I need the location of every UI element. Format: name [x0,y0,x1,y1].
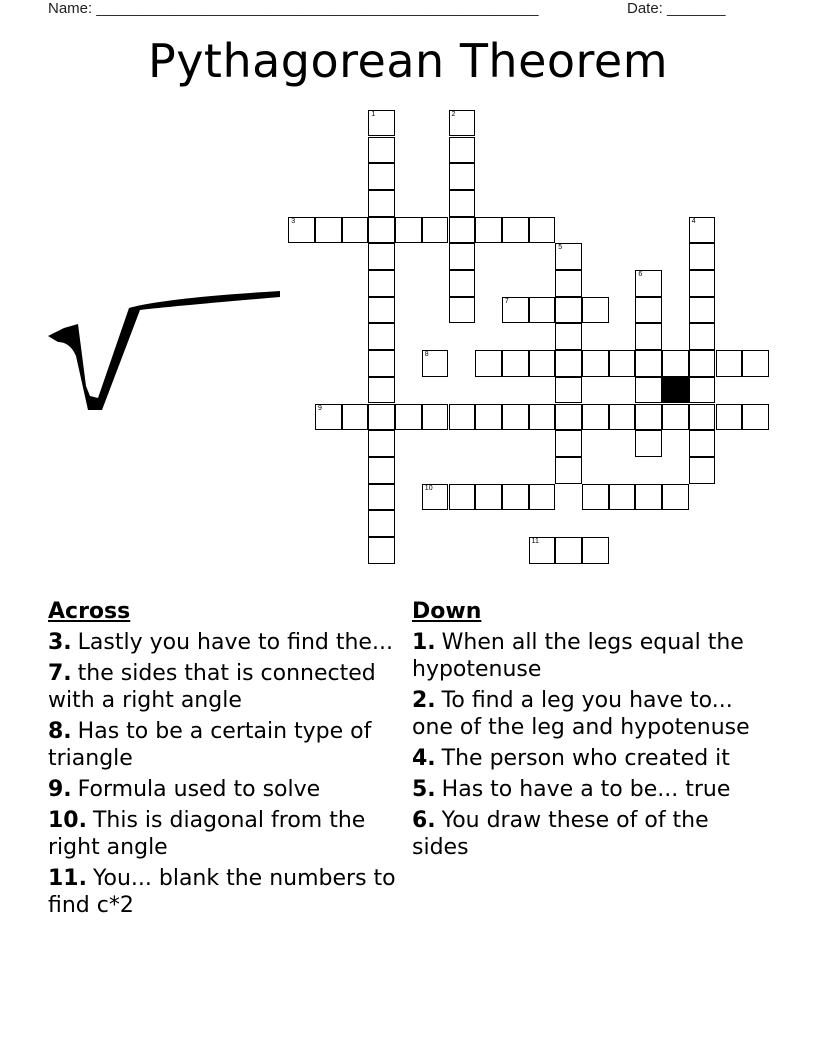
across-clues [48,598,403,923]
crossword-cell[interactable] [502,484,529,511]
crossword-cell[interactable] [502,404,529,431]
crossword-cell[interactable] [368,404,395,431]
clue-number-label: 11 [531,538,539,545]
crossword-cell[interactable] [368,457,395,484]
clue-number: 2. [412,688,436,713]
crossword-cell[interactable] [609,350,636,377]
crossword-cell[interactable] [422,484,449,511]
crossword-cell[interactable] [635,270,662,297]
clue-text: The person who created it [441,746,730,771]
clue-number-label: 9 [318,404,322,412]
crossword-cell[interactable] [635,323,662,350]
crossword-cell[interactable] [555,323,582,350]
crossword-cell[interactable] [395,404,422,431]
crossword-cell[interactable] [368,323,395,350]
crossword-cell[interactable] [716,404,743,431]
crossword-cell[interactable] [475,484,502,511]
across-clue [48,660,403,714]
clue-text: Formula used to solve [77,777,321,802]
crossword-cell[interactable] [422,217,449,244]
crossword-cell[interactable] [662,404,689,431]
clue-number: 3. [48,630,72,655]
crossword-cell[interactable] [662,484,689,511]
crossword-cell[interactable] [449,163,476,190]
crossword-cell[interactable] [449,217,476,244]
clue-number: 10. [48,808,87,833]
clue-number: 11. [48,866,87,891]
crossword-cell[interactable] [368,510,395,537]
crossword-cell[interactable] [689,323,716,350]
crossword-cell[interactable] [449,243,476,270]
crossword-cell[interactable] [716,350,743,377]
crossword-cell[interactable] [689,297,716,324]
date-line: Date: _______ [627,0,726,17]
crossword-cell[interactable] [689,377,716,404]
crossword-cell[interactable] [449,137,476,164]
clue-number-label: 8 [424,351,429,359]
crossword-cell[interactable] [529,537,556,564]
crossword-cell[interactable] [368,537,395,564]
crossword-cell[interactable] [555,243,582,270]
down-clue [412,745,772,772]
across-clue [48,776,403,803]
crossword-cell[interactable] [475,350,502,377]
crossword-cell[interactable] [368,217,395,244]
crossword-cell[interactable] [368,350,395,377]
clue-number: 6. [412,808,436,833]
crossword-cell[interactable] [368,137,395,164]
clue-text: When all the legs equal the hypotenuse [412,630,744,682]
crossword-cell[interactable] [449,404,476,431]
clue-text: To find a leg you have to... one of the leg and hypotenuse [412,688,750,740]
crossword-cell[interactable] [315,404,342,431]
clue-number-label: 6 [638,271,643,278]
crossword-cell[interactable] [689,457,716,484]
page-title: Pythagorean Theorem [147,34,669,88]
crossword-cell[interactable] [449,190,476,217]
crossword-cell[interactable] [609,404,636,431]
name-line: Name: _____________________________________________________ [48,0,539,17]
clue-text: You draw these of of the sides [412,808,709,860]
crossword-cell[interactable] [555,377,582,404]
crossword-cell[interactable] [635,484,662,511]
crossword-cell[interactable] [689,270,716,297]
crossword-cell[interactable] [635,350,662,377]
crossword-cell[interactable] [662,350,689,377]
clue-number: 1. [412,630,436,655]
crossword-cell[interactable] [342,217,369,244]
down-clue [412,687,772,741]
crossword-cell[interactable] [449,297,476,324]
crossword-cell[interactable] [582,484,609,511]
down-heading: Down [412,599,482,624]
crossword-cell[interactable] [449,110,476,137]
crossword-cell[interactable] [529,484,556,511]
down-clue [412,807,772,861]
crossword-cell[interactable] [582,537,609,564]
crossword-cell[interactable] [555,537,582,564]
clue-number-label: 10 [424,484,433,492]
down-clues [412,598,772,865]
crossword-cell[interactable] [368,484,395,511]
crossword-cell[interactable] [555,350,582,377]
clue-number-label: 1 [371,110,376,118]
crossword-cell[interactable] [502,297,529,324]
crossword-cell[interactable] [582,404,609,431]
clue-text: Has to be a certain type of triangle [48,719,372,771]
crossword-cell[interactable] [368,190,395,217]
crossword-cell[interactable] [529,404,556,431]
clue-text: You... blank the numbers to find c*2 [48,866,396,918]
clue-text: Lastly you have to find the... [77,630,393,655]
crossword-cell[interactable] [742,404,769,431]
crossword-cell[interactable] [288,217,315,244]
crossword-cell[interactable] [555,270,582,297]
crossword-cell[interactable] [689,404,716,431]
clue-number-label: 4 [691,217,696,225]
clue-number-label: 7 [504,297,509,305]
crossword-cell[interactable] [529,217,556,244]
clue-number: 4. [412,746,436,771]
crossword-cell[interactable] [475,404,502,431]
crossword-cell[interactable] [422,404,449,431]
crossword-cell[interactable] [422,350,449,377]
down-clue [412,776,772,803]
crossword-cell[interactable] [529,350,556,377]
crossword-cell[interactable] [449,484,476,511]
crossword-cell[interactable] [368,110,395,137]
crossword-cell[interactable] [555,457,582,484]
crossword-cell[interactable] [315,217,342,244]
crossword-cell[interactable] [689,430,716,457]
clue-number-label: 2 [451,110,456,118]
crossword-cell[interactable] [582,297,609,324]
across-clue [48,629,403,656]
crossword-cell[interactable] [689,243,716,270]
crossword-cell[interactable] [555,297,582,324]
clue-number-label: 3 [291,217,296,225]
clue-text: the sides that is connected with a right angle [48,661,376,713]
across-clue [48,718,403,772]
crossword-cell[interactable] [582,350,609,377]
crossword-cell[interactable] [635,297,662,324]
clue-number-label: 5 [558,244,563,252]
crossword-cell[interactable] [502,217,529,244]
crossword-cell[interactable] [368,270,395,297]
crossword-cell[interactable] [475,217,502,244]
crossword-cell[interactable] [635,404,662,431]
crossword-cell[interactable] [635,430,662,457]
clue-text: This is diagonal from the right angle [48,808,366,860]
clue-number: 7. [48,661,72,686]
crossword-cell[interactable] [635,377,662,404]
crossword-cell[interactable] [609,484,636,511]
crossword-cell[interactable] [742,350,769,377]
crossword-cell[interactable] [555,430,582,457]
across-clue [48,807,403,861]
crossword-cell[interactable] [529,297,556,324]
crossword-cell[interactable] [368,430,395,457]
down-clue [412,629,772,683]
crossword-cell[interactable] [689,217,716,244]
crossword-cell[interactable] [449,270,476,297]
across-clue [48,865,403,919]
crossword-cell[interactable] [342,404,369,431]
crossword-cell[interactable] [368,163,395,190]
clue-text: Has to have a to be... true [441,777,731,802]
crossword-cell[interactable] [395,217,422,244]
crossword-cell[interactable] [689,350,716,377]
crossword-cell[interactable] [368,297,395,324]
crossword-cell[interactable] [368,243,395,270]
crossword-cell[interactable] [368,377,395,404]
clue-number: 8. [48,719,72,744]
clue-number: 5. [412,777,436,802]
crossword-cell[interactable] [555,404,582,431]
crossword-cell[interactable] [502,350,529,377]
across-heading: Across [48,599,131,624]
crossword-black-cell [662,377,689,404]
clue-number: 9. [48,777,72,802]
